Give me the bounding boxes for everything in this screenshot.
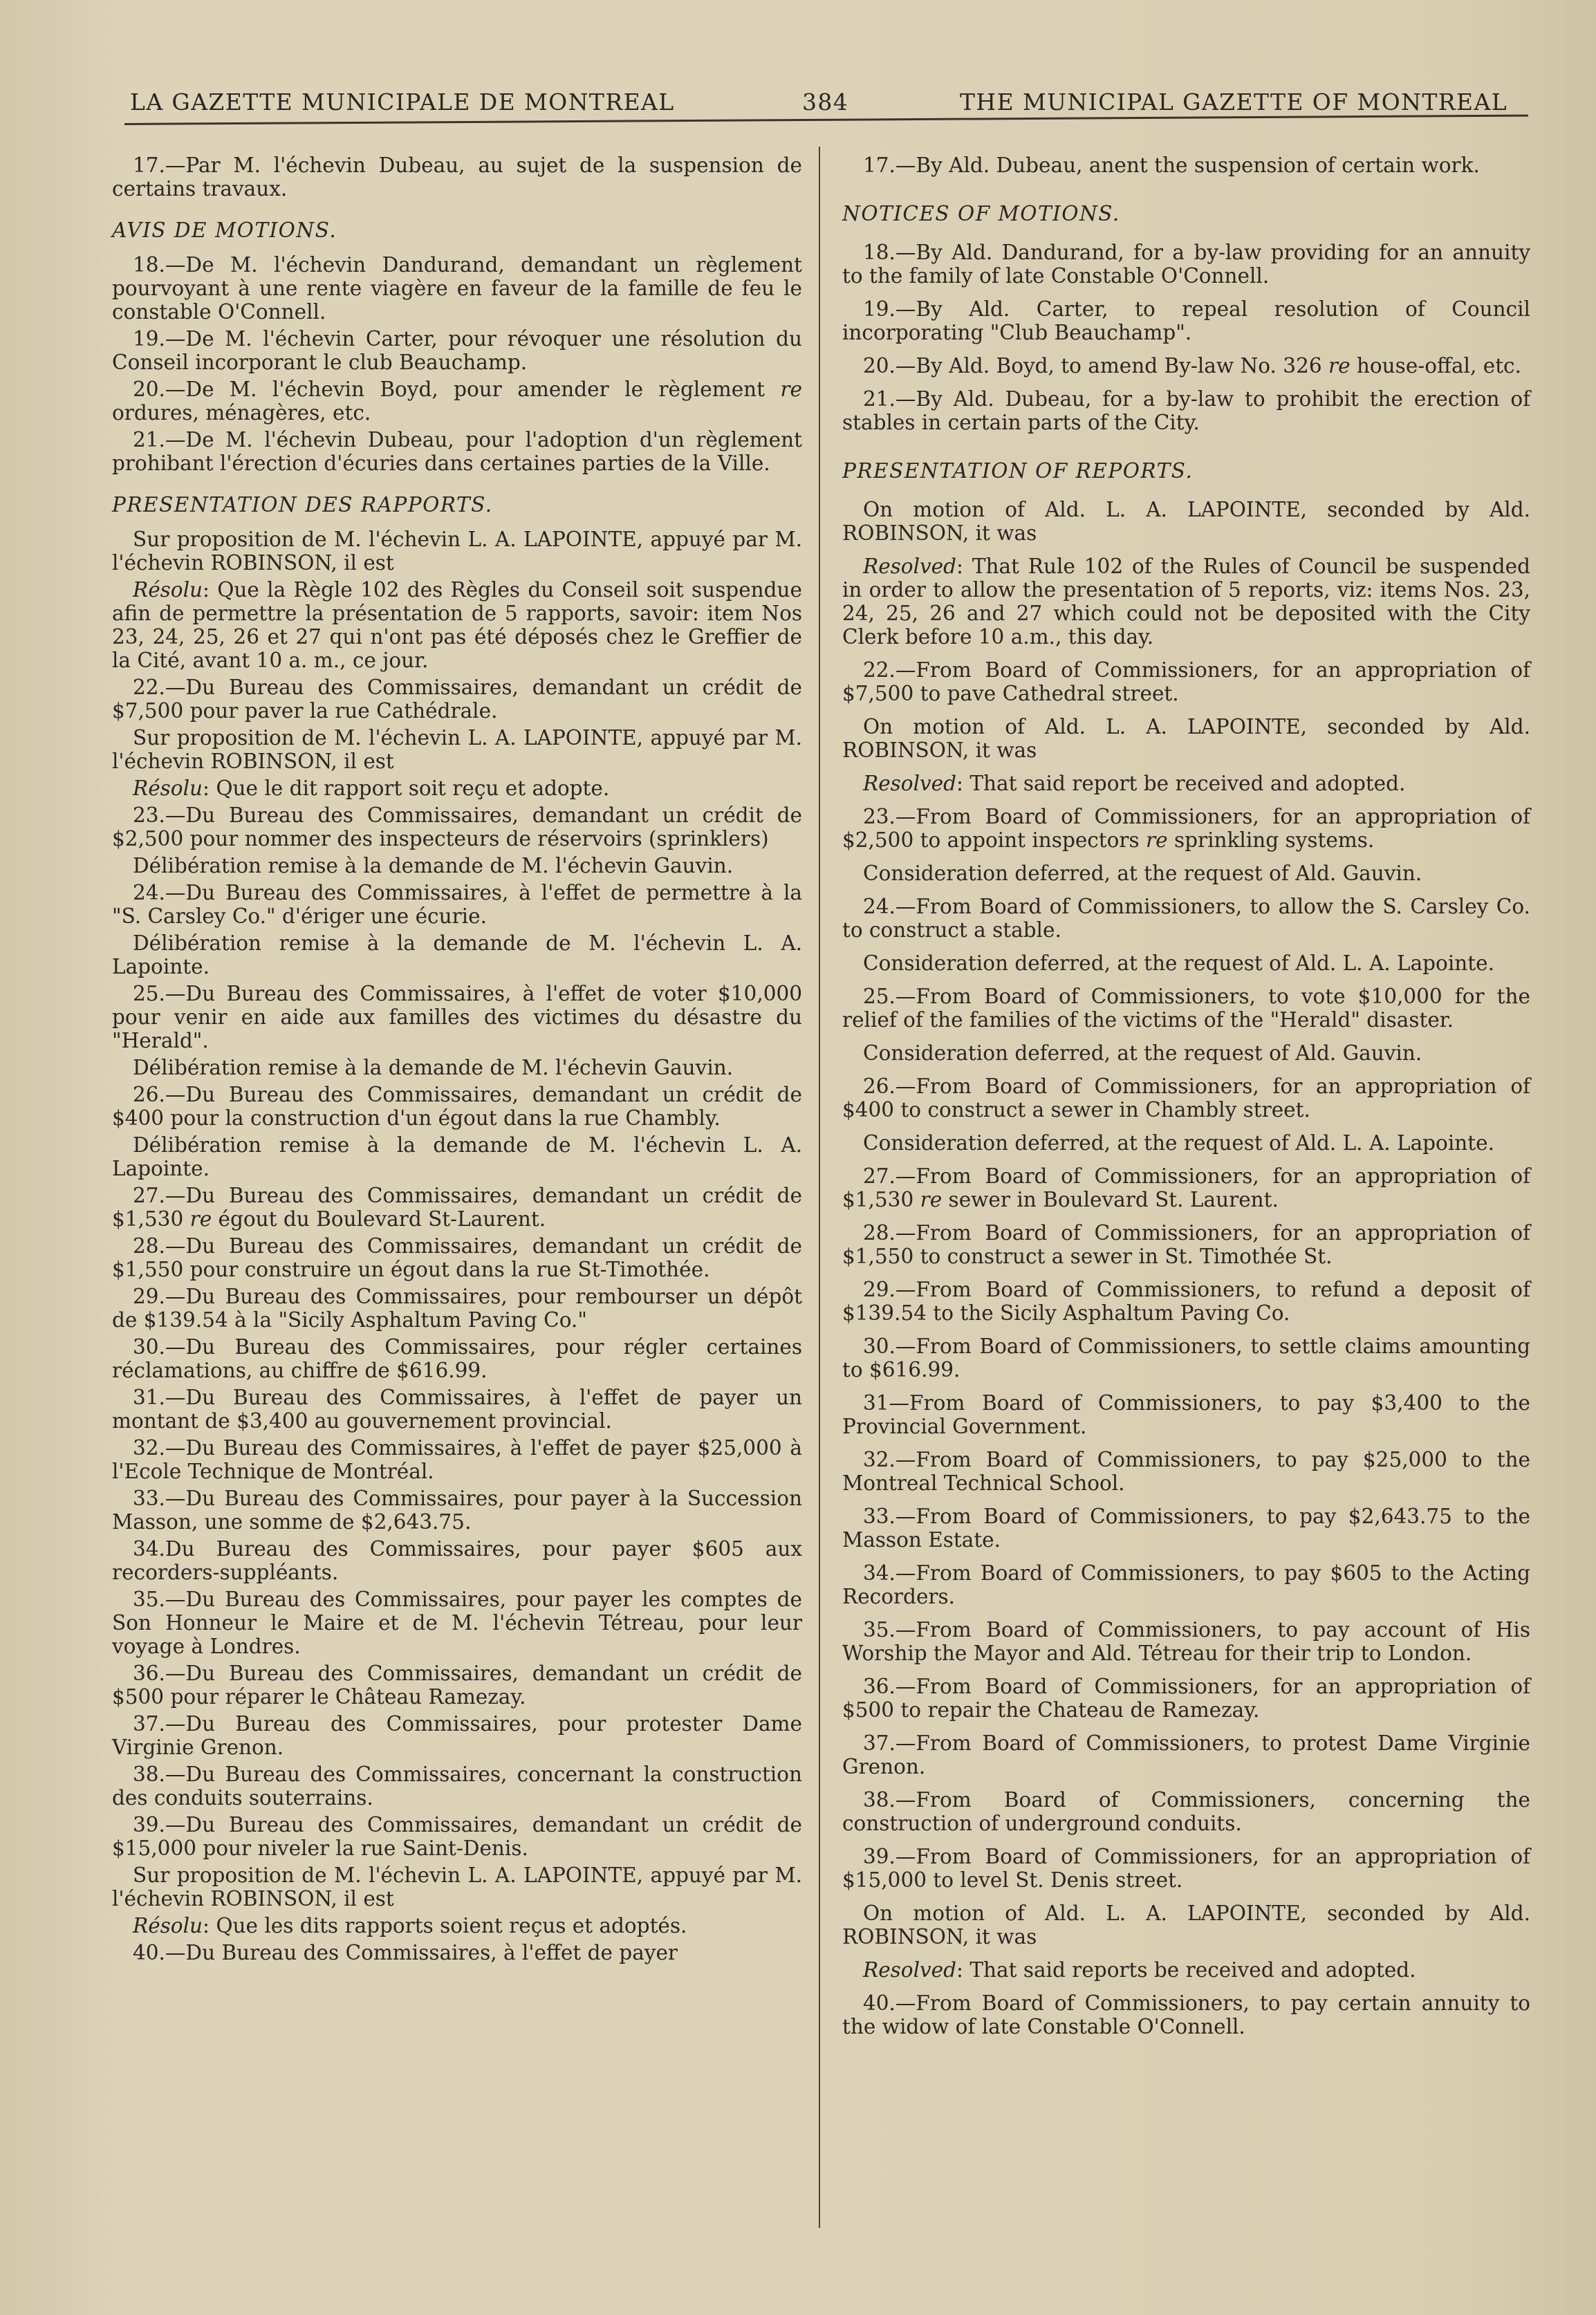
- item-40: 40.—From Board of Commissioners, to pay certain annuity to the widow of late Constable O'Connell.: [842, 1991, 1530, 2038]
- item-19: 19.—De M. l'échevin Carter, pour révoquer une résolution du Conseil incorporant le club Beauchamp.: [112, 327, 802, 374]
- item-28: 28.—From Board of Commissioners, for an appropriation of $1,550 to construct a sewer in St. Timothée St.: [842, 1221, 1530, 1268]
- item-23: 23.—Du Bureau des Commissaires, demandant un crédit de $2,500 pour nommer des inspecteurs de réservoirs (sprinklers): [112, 803, 802, 850]
- resolution-3-text: : That said reports be received and adopted.: [956, 1958, 1416, 1982]
- item-27-re: re: [920, 1188, 943, 1211]
- item-35: 35.—Du Bureau des Commissaires, pour payer les comptes de Son Honneur le Maire et de M. l'échevin Tétreau, pour leur voyage à Londres.: [112, 1588, 802, 1658]
- resolution-2: [112, 777, 802, 800]
- resolu-label: Résolu: [133, 1914, 203, 1937]
- motion-3: On motion of Ald. L. A. LAPOINTE, seconded by Ald. ROBINSON, it was: [842, 1902, 1530, 1949]
- motion-1: Sur proposition de M. l'échevin L. A. LAPOINTE, appuyé par M. l'échevin ROBINSON, il est: [112, 528, 802, 575]
- item-27-text-a: 27.—Du Bureau des Commissaires, demandant un crédit de $1,530: [112, 1184, 802, 1231]
- item-33: 33.—From Board of Commissioners, to pay $2,643.75 to the Masson Estate.: [842, 1505, 1530, 1552]
- item-29: 29.—From Board of Commissioners, to refund a deposit of $139.54 to the Sicily Asphaltum Paving Co.: [842, 1278, 1530, 1325]
- resolu-label: Résolu: [133, 578, 203, 602]
- item-32: 32.—From Board of Commissioners, to pay $25,000 to the Montreal Technical School.: [842, 1448, 1530, 1495]
- item-20-text-b: house-offal, etc.: [1350, 354, 1521, 378]
- item-24-deliberation: Délibération remise à la demande de M. l'échevin L. A. Lapointe.: [112, 931, 802, 978]
- resolution-1-text: : Que la Règle 102 des Règles du Conseil soit suspendue afin de permettre la présentation de 5 rapports, savoir: item Nos 23, 24, 25, 26 et 27 qui n'ont pas été déposés chez le Greffier de la Cité, avant 10 a. m., ce jour.: [112, 578, 802, 672]
- item-28: 28.—Du Bureau des Commissaires, demandant un crédit de $1,550 pour construire un égout dans la rue St-Timothée.: [112, 1234, 802, 1281]
- item-32: 32.—Du Bureau des Commissaires, à l'effet de payer $25,000 à l'Ecole Technique de Montréal.: [112, 1436, 802, 1483]
- resolution-1-text: : That Rule 102 of the Rules of Council be suspended in order to allow the presentation of 5 reports, viz: items Nos. 23, 24, 25, 26 and 27 which could not be deposited with the City Clerk before 10 a.m., this day.: [842, 555, 1530, 649]
- item-27-text-b: égout du Boulevard St-Laurent.: [212, 1207, 546, 1231]
- item-38: 38.—From Board of Commissioners, concerning the construction of underground conduits.: [842, 1788, 1530, 1835]
- item-26-consideration: Consideration deferred, at the request of Ald. L. A. Lapointe.: [863, 1131, 1494, 1155]
- item-25-deliberation: Délibération remise à la demande de M. l'échevin Gauvin.: [133, 1056, 734, 1079]
- item-23-re: re: [1146, 828, 1168, 852]
- resolution-3-text: : Que les dits rapports soient reçus et adoptés.: [203, 1914, 687, 1937]
- resolved-label: Resolved: [863, 1958, 957, 1982]
- resolution-3: [842, 1958, 1530, 1982]
- item-24-consideration: Consideration deferred, at the request of Ald. L. A. Lapointe.: [863, 951, 1494, 975]
- motion-2: Sur proposition de M. l'échevin L. A. LAPOINTE, appuyé par M. l'échevin ROBINSON, il est: [112, 726, 802, 773]
- item-25: 25.—From Board of Commissioners, to vote $10,000 for the relief of the families of the victims of the "Herald" disaster.: [842, 985, 1530, 1032]
- item-20-text-a: 20.—De M. l'échevin Boyd, pour amender le règlement: [133, 378, 781, 401]
- item-17: 17.—Par M. l'échevin Dubeau, au sujet de la suspension de certains travaux.: [112, 154, 802, 201]
- resolution-1: [112, 578, 802, 672]
- resolution-2: [842, 772, 1530, 795]
- item-26-deliberation: Délibération remise à la demande de M. l'échevin L. A. Lapointe.: [112, 1133, 802, 1180]
- item-23-text-a: 23.—From Board of Commissioners, for an appropriation of $2,500 to appoint inspectors: [842, 805, 1530, 852]
- item-26: 26.—From Board of Commissioners, for an appropriation of $400 to construct a sewer in Chambly street.: [842, 1075, 1530, 1122]
- item-18: 18.—De M. l'échevin Dandurand, demandant un règlement pourvoyant à une rente viagère en faveur de la famille de feu le constable O'Connell.: [112, 253, 802, 324]
- item-20-text-a: 20.—By Ald. Boyd, to amend By-law No. 326: [863, 354, 1328, 378]
- header-french-title: LA GAZETTE MUNICIPALE DE MONTREAL: [130, 89, 675, 115]
- section-heading-motions: AVIS DE MOTIONS.: [112, 219, 337, 242]
- item-37: 37.—From Board of Commissioners, to protest Dame Virginie Grenon.: [842, 1731, 1530, 1778]
- item-24: 24.—From Board of Commissioners, to allow the S. Carsley Co. to construct a stable.: [842, 895, 1530, 942]
- resolution-2-text: : That said report be received and adopted.: [956, 772, 1406, 795]
- item-31: 31—From Board of Commissioners, to pay $3,400 to the Provincial Government.: [842, 1391, 1530, 1438]
- motion-3: Sur proposition de M. l'échevin L. A. LAPOINTE, appuyé par M. l'échevin ROBINSON, il est: [112, 1863, 802, 1910]
- item-31: 31.—Du Bureau des Commissaires, à l'effet de payer un montant de $3,400 au gouvernement provincial.: [112, 1386, 802, 1433]
- item-18: 18.—By Ald. Dandurand, for a by-law providing for an annuity to the family of late Constable O'Connell.: [842, 241, 1530, 288]
- header-english-title: THE MUNICIPAL GAZETTE OF MONTREAL: [960, 89, 1508, 115]
- item-27-text-b: sewer in Boulevard St. Laurent.: [942, 1188, 1279, 1211]
- french-column: [112, 154, 802, 1968]
- item-27-re: re: [189, 1207, 212, 1231]
- item-27-text-a: 27.—From Board of Commissioners, for an appropriation of $1,530: [842, 1164, 1530, 1211]
- page-number: 384: [802, 89, 849, 115]
- item-25-consideration: Consideration deferred, at the request of Ald. Gauvin.: [863, 1041, 1422, 1065]
- item-34: 34.—From Board of Commissioners, to pay $605 to the Acting Recorders.: [842, 1561, 1530, 1608]
- item-39: 39.—From Board of Commissioners, for an appropriation of $15,000 to level St. Denis street.: [842, 1845, 1530, 1892]
- resolu-label: Résolu: [133, 777, 203, 800]
- item-19: 19.—By Ald. Carter, to repeal resolution of Council incorporating "Club Beauchamp".: [842, 297, 1530, 344]
- resolution-2-text: : Que le dit rapport soit reçu et adopte.: [203, 777, 610, 800]
- resolved-label: Resolved: [863, 772, 957, 795]
- section-heading-motions: NOTICES OF MOTIONS.: [842, 202, 1120, 225]
- item-38: 38.—Du Bureau des Commissaires, concernant la construction des conduits souterrains.: [112, 1763, 802, 1810]
- item-23: [842, 805, 1530, 852]
- section-heading-reports: PRESENTATION DES RAPPORTS.: [112, 493, 493, 517]
- item-20-re: re: [780, 378, 802, 401]
- item-27: [112, 1184, 802, 1231]
- resolved-label: Resolved: [863, 555, 957, 578]
- item-25: 25.—Du Bureau des Commissaires, à l'effet de voter $10,000 pour venir en aide aux familles des victimes du désastre du "Herald".: [112, 982, 802, 1052]
- item-23-text-b: sprinkling systems.: [1167, 828, 1375, 852]
- item-29: 29.—Du Bureau des Commissaires, pour rembourser un dépôt de $139.54 à la "Sicily Asphaltum Paving Co.": [112, 1285, 802, 1332]
- item-34: 34.Du Bureau des Commissaires, pour payer $605 aux recorders-suppléants.: [112, 1537, 802, 1584]
- item-36: 36.—From Board of Commissioners, for an appropriation of $500 to repair the Chateau de Ramezay.: [842, 1675, 1530, 1722]
- item-22: 22.—Du Bureau des Commissaires, demandant un crédit de $7,500 pour paver la rue Cathédrale.: [112, 676, 802, 723]
- motion-1: On motion of Ald. L. A. LAPOINTE, seconded by Ald. ROBINSON, it was: [842, 498, 1530, 545]
- item-20: [842, 354, 1530, 378]
- resolution-3: [112, 1914, 802, 1937]
- item-35: 35.—From Board of Commissioners, to pay account of His Worship the Mayor and Ald. Tétreau for their trip to London.: [842, 1618, 1530, 1665]
- item-37: 37.—Du Bureau des Commissaires, pour protester Dame Virginie Grenon.: [112, 1712, 802, 1759]
- item-21: 21.—By Ald. Dubeau, for a by-law to prohibit the erection of stables in certain parts of the City.: [842, 387, 1530, 434]
- item-40: 40.—Du Bureau des Commissaires, à l'effet de payer: [133, 1941, 678, 1964]
- item-22: 22.—From Board of Commissioners, for an appropriation of $7,500 to pave Cathedral street.: [842, 658, 1530, 705]
- item-36: 36.—Du Bureau des Commissaires, demandant un crédit de $500 pour réparer le Château Ramezay.: [112, 1662, 802, 1709]
- item-33: 33.—Du Bureau des Commissaires, pour payer à la Succession Masson, une somme de $2,643.75.: [112, 1487, 802, 1534]
- item-27: [842, 1164, 1530, 1211]
- item-20-re: re: [1328, 354, 1351, 378]
- column-divider: [819, 147, 820, 2228]
- item-39: 39.—Du Bureau des Commissaires, demandant un crédit de $15,000 pour niveler la rue Saint-Denis.: [112, 1813, 802, 1860]
- item-20: [112, 378, 802, 425]
- item-23-consideration: Consideration deferred, at the request of Ald. Gauvin.: [863, 862, 1422, 885]
- section-heading-reports: PRESENTATION OF REPORTS.: [842, 459, 1194, 483]
- item-26: 26.—Du Bureau des Commissaires, demandant un crédit de $400 pour la construction d'un égout dans la rue Chambly.: [112, 1083, 802, 1130]
- item-21: 21.—De M. l'échevin Dubeau, pour l'adoption d'un règlement prohibant l'érection d'écuries dans certaines parties de la Ville.: [112, 428, 802, 475]
- item-20-text-b: ordures, ménagères, etc.: [112, 401, 371, 425]
- item-30: 30.—Du Bureau des Commissaires, pour régler certaines réclamations, au chiffre de $616.99.: [112, 1335, 802, 1382]
- english-column: [842, 154, 1530, 2048]
- item-30: 30.—From Board of Commissioners, to settle claims amounting to $616.99.: [842, 1335, 1530, 1382]
- motion-2: On motion of Ald. L. A. LAPOINTE, seconded by Ald. ROBINSON, it was: [842, 715, 1530, 762]
- item-17: 17.—By Ald. Dubeau, anent the suspension of certain work.: [863, 154, 1480, 177]
- resolution-1: [842, 555, 1530, 649]
- item-23-deliberation: Délibération remise à la demande de M. l'échevin Gauvin.: [133, 854, 734, 877]
- item-24: 24.—Du Bureau des Commissaires, à l'effet de permettre à la "S. Carsley Co." d'ériger une écurie.: [112, 881, 802, 928]
